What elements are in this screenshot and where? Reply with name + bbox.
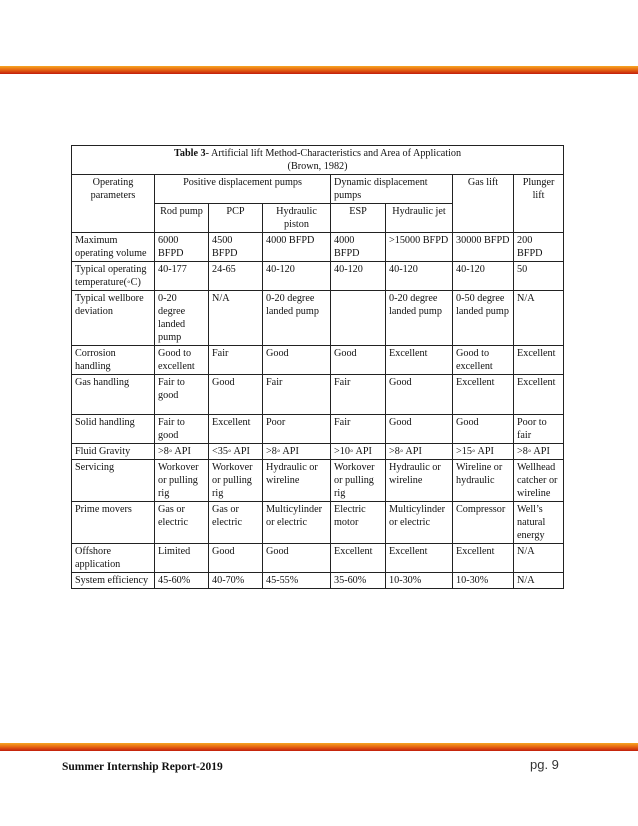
table-row (72, 415, 564, 444)
table-cell: 50 (514, 262, 564, 291)
table-cell: 10-30% (386, 573, 453, 589)
table-cell: Good to excellent (155, 346, 209, 375)
page-number: pg. 9 (530, 757, 559, 772)
param-servicing: Servicing (72, 460, 155, 502)
table-cell: Poor (263, 415, 331, 444)
table-cell: >15000 BFPD (386, 233, 453, 262)
table-cell: 4500 BFPD (209, 233, 263, 262)
table-cell: Good (263, 544, 331, 573)
table-cell: >8◦ API (263, 444, 331, 460)
header-rod-pump: Rod pump (155, 204, 209, 233)
table-cell (331, 291, 386, 346)
table-cell: Excellent (514, 375, 564, 415)
table-row (72, 375, 564, 415)
table-cell: N/A (209, 291, 263, 346)
table-cell: 40-120 (263, 262, 331, 291)
table-cell: Fair (331, 415, 386, 444)
param-fluid-gravity: Fluid Gravity (72, 444, 155, 460)
table-cell: Excellent (386, 346, 453, 375)
report-title: Summer Internship Report-2019 (62, 761, 223, 773)
table-row (72, 544, 564, 573)
header-positive-displacement: Positive displacement pumps (155, 175, 331, 204)
table-cell: 40-120 (453, 262, 514, 291)
table-cell: Excellent (453, 544, 514, 573)
table-row (72, 573, 564, 589)
table-cell: 40-177 (155, 262, 209, 291)
table-cell: Wireline or hydraulic (453, 460, 514, 502)
table-cell: >10◦ API (331, 444, 386, 460)
header-hydraulic-piston: Hydraulic piston (263, 204, 331, 233)
table-cell: 0-20 degree landed pump (386, 291, 453, 346)
table-cell: Workover or pulling rig (331, 460, 386, 502)
table-cell: Wellhead catcher or wireline (514, 460, 564, 502)
table-cell: 45-60% (155, 573, 209, 589)
param-corrosion: Corrosion handling (72, 346, 155, 375)
table-row (72, 233, 564, 262)
table-caption-title: - Artificial lift Method-Characteristics and Area of Application (205, 148, 462, 159)
table-row (72, 346, 564, 375)
table-cell: Fair to good (155, 375, 209, 415)
table-row (72, 460, 564, 502)
table-cell: Excellent (453, 375, 514, 415)
table-cell: 35-60% (331, 573, 386, 589)
table-cell: Workover or pulling rig (155, 460, 209, 502)
table-cell: Compressor (453, 502, 514, 544)
table-cell: Workover or pulling rig (209, 460, 263, 502)
table-cell: Excellent (386, 544, 453, 573)
table-cell: Hydraulic or wireline (386, 460, 453, 502)
table-cell: Multicylinder or electric (263, 502, 331, 544)
table-cell: Excellent (514, 346, 564, 375)
param-efficiency: System efficiency (72, 573, 155, 589)
header-decorative-band (0, 66, 638, 74)
table-cell: Excellent (331, 544, 386, 573)
footer-decorative-band (0, 743, 638, 751)
header-dynamic-displacement: Dynamic displacement pumps (331, 175, 453, 204)
header-gas-lift: Gas lift (453, 175, 514, 233)
table-cell: 0-20 degree landed pump (155, 291, 209, 346)
table-row (72, 262, 564, 291)
table-cell: Good to excellent (453, 346, 514, 375)
param-prime-movers: Prime movers (72, 502, 155, 544)
table-cell: 0-20 degree landed pump (263, 291, 331, 346)
table-cell: 40-70% (209, 573, 263, 589)
table-cell: Hydraulic or wireline (263, 460, 331, 502)
table-cell: N/A (514, 291, 564, 346)
table-row (72, 291, 564, 346)
table-cell: Good (263, 346, 331, 375)
table-cell: 4000 BFPD (331, 233, 386, 262)
table-cell: >8◦ API (155, 444, 209, 460)
table-cell: 40-120 (386, 262, 453, 291)
table-cell: N/A (514, 573, 564, 589)
table-cell: Well’s natural energy (514, 502, 564, 544)
table-cell: Good (209, 375, 263, 415)
table-cell: Electric motor (331, 502, 386, 544)
table-cell: Limited (155, 544, 209, 573)
header-hydraulic-jet: Hydraulic jet (386, 204, 453, 233)
table-cell: 24-65 (209, 262, 263, 291)
table-cell: Multicylinder or electric (386, 502, 453, 544)
table-cell: Poor to fair (514, 415, 564, 444)
table-cell: Fair (331, 375, 386, 415)
table-cell: Good (331, 346, 386, 375)
table-cell: Fair (263, 375, 331, 415)
artificial-lift-table (71, 145, 564, 589)
table-cell: >8◦ API (386, 444, 453, 460)
table-cell: Gas or electric (209, 502, 263, 544)
param-deviation: Typical wellbore deviation (72, 291, 155, 346)
header-plunger-lift: Plunger lift (514, 175, 564, 233)
param-temperature: Typical operating temperature(◦C) (72, 262, 155, 291)
table-caption-label: Table 3 (174, 148, 206, 159)
param-solid-handling: Solid handling (72, 415, 155, 444)
table-cell: 200 BFPD (514, 233, 564, 262)
param-gas-handling: Gas handling (72, 375, 155, 415)
table-cell: Good (386, 375, 453, 415)
table-row (72, 502, 564, 544)
table-cell: Good (453, 415, 514, 444)
table-cell: Excellent (209, 415, 263, 444)
table-cell: 10-30% (453, 573, 514, 589)
table-row (72, 444, 564, 460)
table-cell: 6000 BFPD (155, 233, 209, 262)
table-cell: Good (209, 544, 263, 573)
table-cell: 0-50 degree landed pump (453, 291, 514, 346)
table-cell: <35◦ API (209, 444, 263, 460)
table-cell: Fair to good (155, 415, 209, 444)
table-cell: Fair (209, 346, 263, 375)
table-cell: Good (386, 415, 453, 444)
header-operating-parameters: Operating parameters (72, 175, 155, 233)
table-cell: >8◦ API (514, 444, 564, 460)
table-caption-source: (Brown, 1982) (287, 161, 348, 172)
table-caption-row (72, 146, 564, 175)
header-pcp: PCP (209, 204, 263, 233)
table-cell: 40-120 (331, 262, 386, 291)
table-cell: 4000 BFPD (263, 233, 331, 262)
table-cell: N/A (514, 544, 564, 573)
table-cell: 45-55% (263, 573, 331, 589)
table-cell: >15◦ API (453, 444, 514, 460)
table-header-row (72, 175, 564, 204)
header-esp: ESP (331, 204, 386, 233)
param-max-volume: Maximum operating volume (72, 233, 155, 262)
table-caption (72, 146, 564, 175)
param-offshore: Offshore application (72, 544, 155, 573)
table-cell: 30000 BFPD (453, 233, 514, 262)
table-cell: Gas or electric (155, 502, 209, 544)
